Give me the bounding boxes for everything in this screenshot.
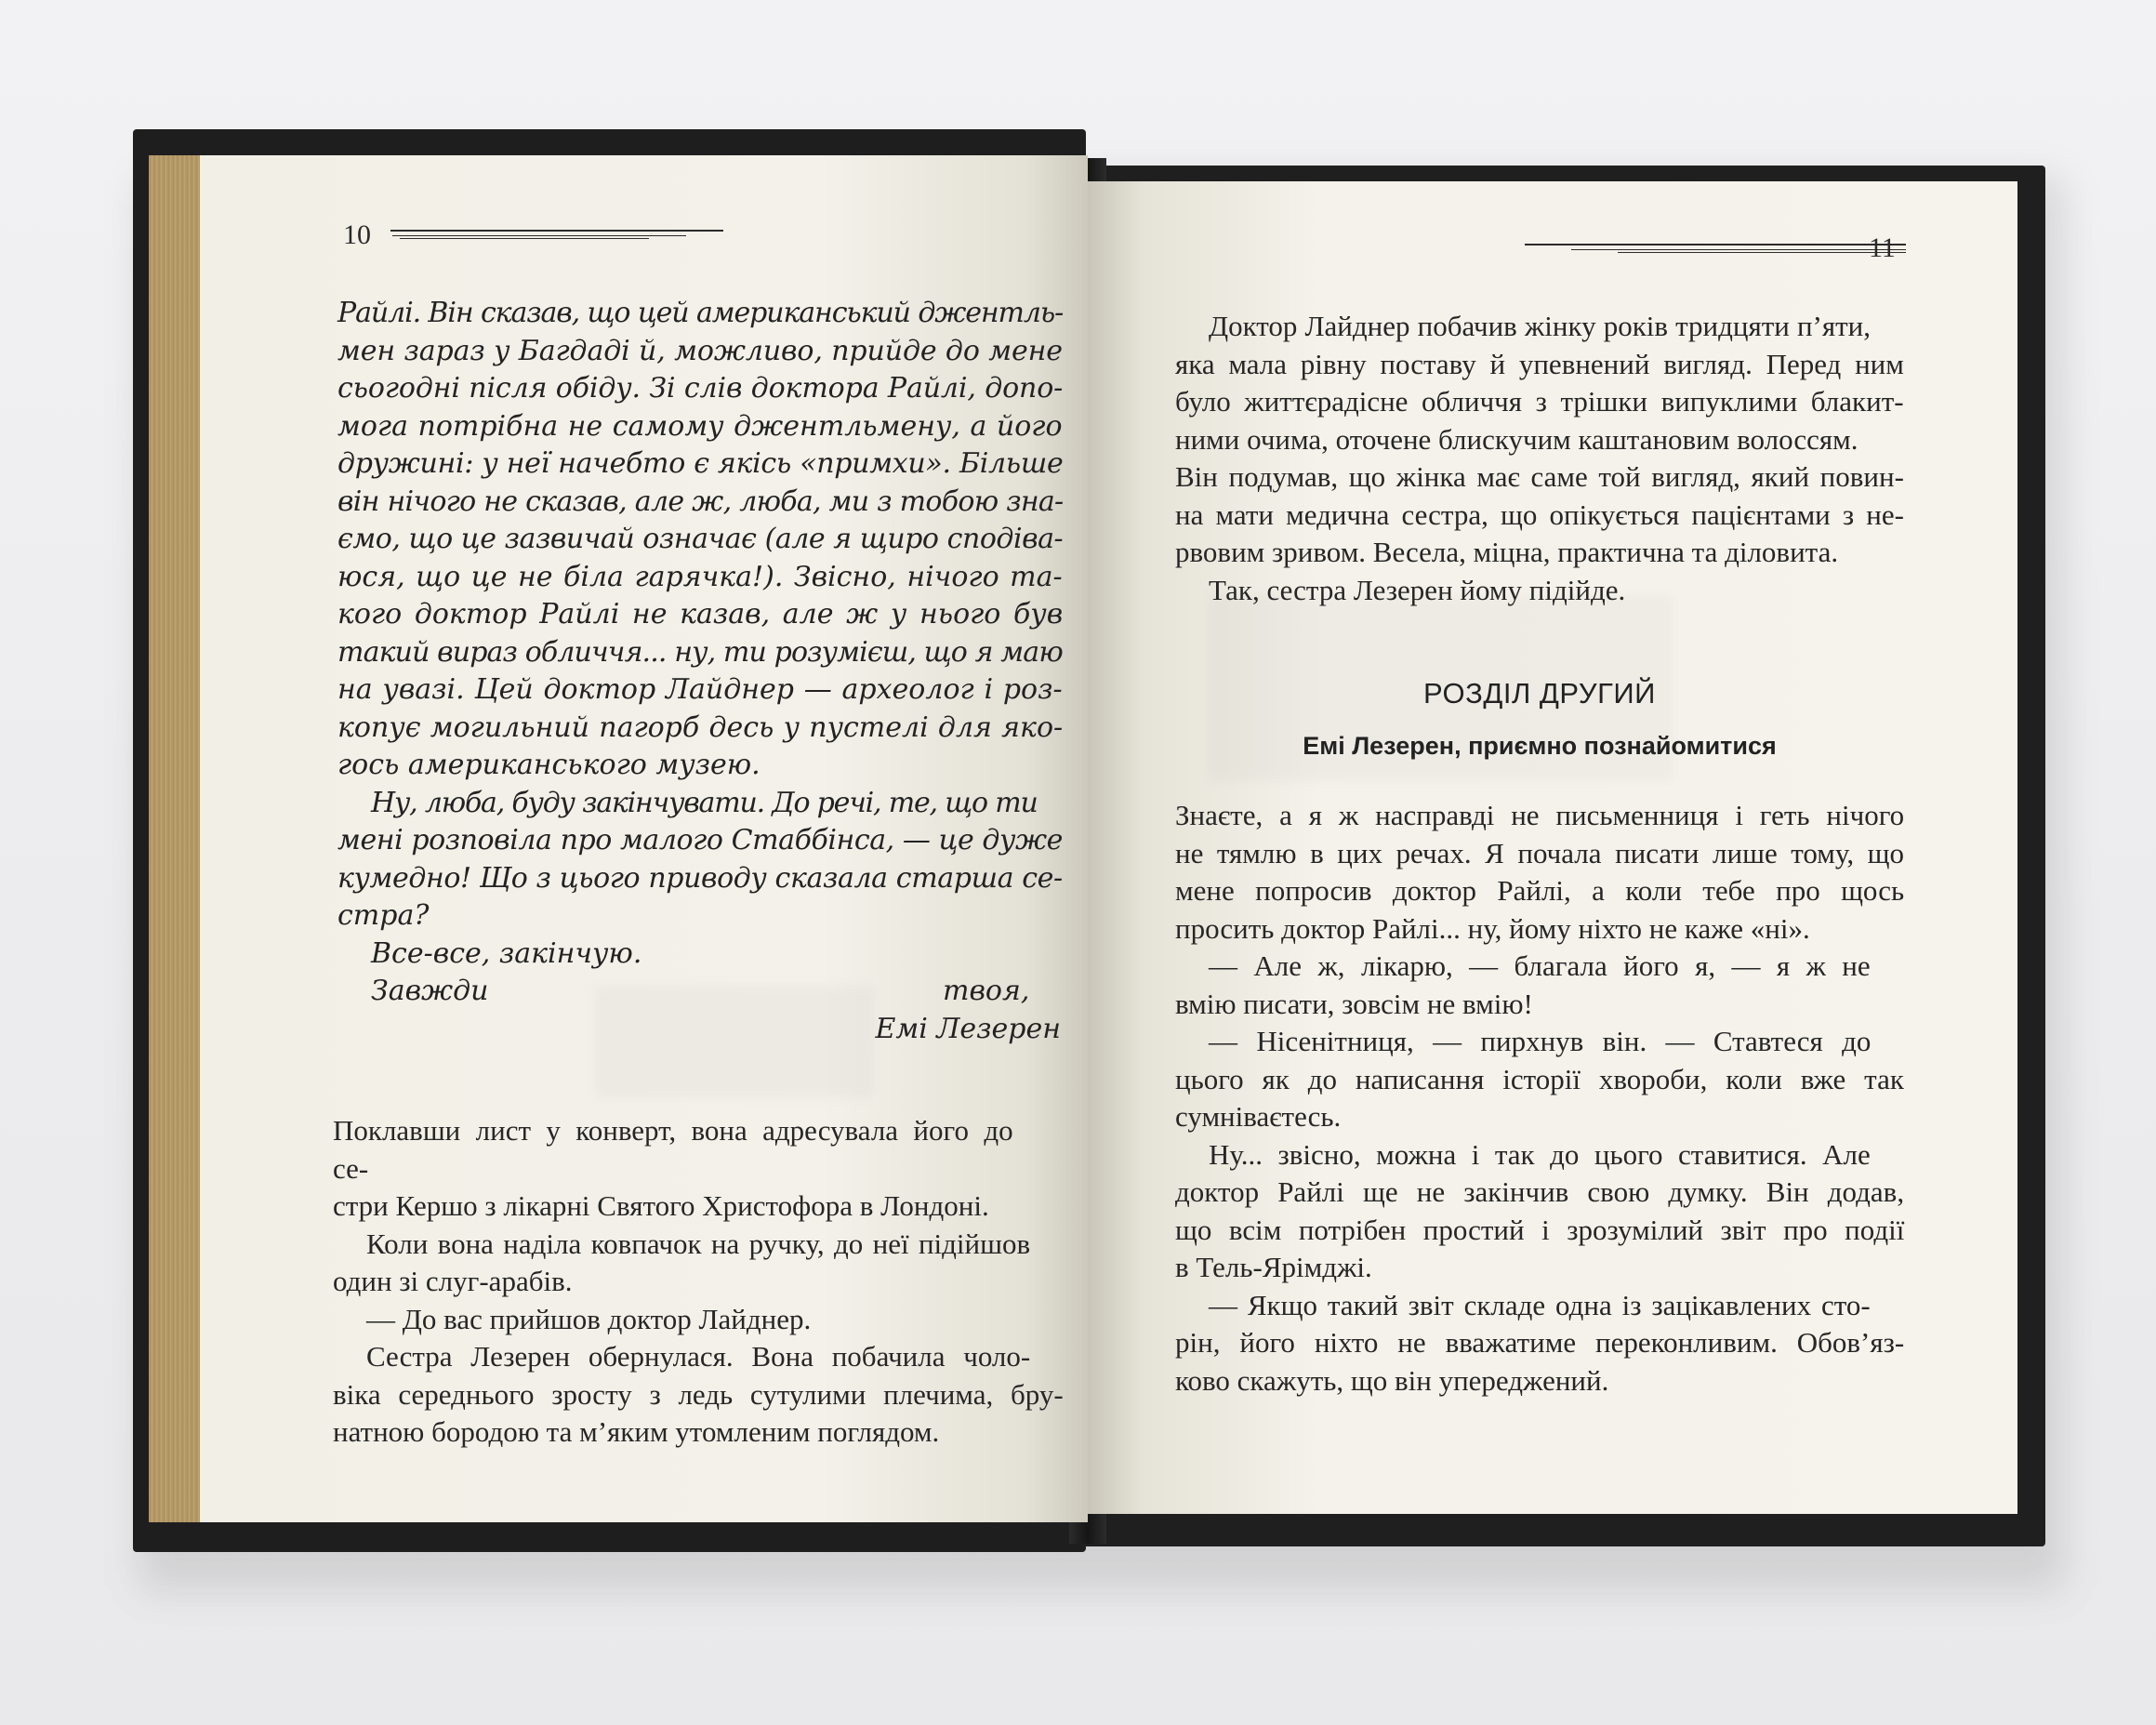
body-line: вмію писати, зовсім не вмію! — [1175, 987, 1533, 1020]
body-line: просить доктор Райлі... ну, йому ніхто не каже «ні». — [1175, 911, 1810, 945]
page-edges — [149, 155, 205, 1522]
letter-line: гось американського музею. — [337, 749, 761, 781]
body-line: яка мала рівну поставу й упевнений вигляд. Перед ним — [1175, 347, 1904, 380]
letter-line: стра? — [337, 899, 430, 932]
body-line: в Тель-Ярімджі. — [1175, 1251, 1372, 1283]
letter-line: юся, що це не біла гарячка!). Звісно, нічого та- — [337, 560, 1063, 593]
body-line: — До вас прийшов доктор Лайднер. — [366, 1302, 812, 1335]
body-line: Знаєте, а я ж насправді не письменниця і геть нічого — [1175, 799, 1905, 831]
letter-line: Ну, люба, буду закінчувати. До речі, те, що ти — [371, 786, 1038, 819]
body-line: цього як до написання історії хвороби, коли вже так — [1175, 1062, 1904, 1095]
body-line: було життєрадісне обличчя з трішки випуклими блакит- — [1175, 385, 1904, 418]
body-line: один зі слуг-арабів. — [333, 1265, 573, 1297]
body-line: мене попросив доктор Райлі, а коли тебе про щось — [1175, 874, 1905, 907]
body-line: на мати медична сестра, що опікується пацієнтами з не- — [1175, 498, 1904, 531]
page-header-rule-left — [390, 230, 723, 238]
letter-closing: Завжди твоя, — [371, 975, 1030, 1007]
body-line: рін, його ніхто не вважатиме переконливим. Обов’яз- — [1175, 1326, 1905, 1359]
body-line: — Нісенітниця, — пирхнув він. — Ставтеся до — [1209, 1025, 1872, 1057]
body-line: що всім потрібен простий і зрозумілий звіт про події — [1175, 1213, 1905, 1246]
page-header-rule-right — [1525, 244, 1906, 252]
letter-line: кого доктор Райлі не казав, але ж у нього був — [337, 598, 1064, 630]
body-line: стри Кершо з лікарні Святого Христофора в Лондоні. — [333, 1189, 989, 1222]
chapter-title: РОЗДІЛ ДРУГИЙ — [1423, 677, 1656, 710]
body-line: не тямлю в цих речах. Я почала писати лише тому, що — [1175, 836, 1904, 869]
left-body-text — [333, 1112, 1064, 1452]
letter-line: Райлі. Він сказав, що цей американський джентль- — [337, 297, 1064, 329]
letter-signature: Емі Лезерен — [875, 1012, 1061, 1045]
body-line: Коли вона наділа ковпачок на ручку, до неї підійшов — [366, 1227, 1031, 1260]
chapter-subtitle: Емі Лезерен, приємно познайомитися — [1303, 732, 1777, 760]
body-line: ними очима, оточене блискучим каштановим волоссям. — [1175, 422, 1858, 456]
letter-line: копує могильний пагорб десь у пустелі для яко- — [337, 710, 1064, 744]
body-line: Поклавши лист у конверт, вона адресувала його до се- — [333, 1114, 1013, 1185]
body-line: ково скажуть, що він упереджений. — [1175, 1363, 1609, 1397]
body-line: Він подумав, що жінка має саме той вигляд, який повин- — [1175, 460, 1904, 493]
page-number-right: 11 — [1869, 232, 1896, 263]
letter-closing: Все-все, закінчую. — [371, 936, 642, 970]
body-line: Сестра Лезерен обернулася. Вона побачила чоло- — [366, 1340, 1031, 1373]
letter-line: дружині: у неї начебто є якісь «примхи». Більше — [337, 447, 1064, 480]
page-number-left: 10 — [343, 219, 371, 250]
right-intro-text — [1175, 308, 1904, 609]
body-line: Так, сестра Лезерен йому підійде. — [1209, 573, 1626, 606]
right-chapter-text — [1175, 797, 1904, 1400]
letter-line: мен зараз у Багдаді й, можливо, прийде до мене — [337, 334, 1063, 367]
letter-line: сьогодні після обіду. Зі слів доктора Райлі, допо- — [337, 372, 1064, 405]
letter-text — [337, 295, 1063, 1048]
letter-line: такий вираз обличчя... ну, ти розумієш, що я маю — [337, 635, 1063, 669]
body-line: натною бородою та м’яким утомленим поглядом. — [333, 1415, 940, 1448]
letter-line: мога потрібна не самому джентльмену, а його — [337, 409, 1063, 443]
body-line: Ну... звісно, можна і так до цього ставитися. Але — [1209, 1137, 1871, 1171]
letter-line: на увазі. Цей доктор Лайднер — археолог і роз- — [337, 673, 1063, 706]
body-line: доктор Райлі ще не закінчив свою думку. Він додав, — [1175, 1175, 1905, 1208]
body-line: рвовим зривом. Весела, міцна, практична та діловита. — [1175, 536, 1839, 568]
body-line: — Якщо такий звіт складе одна із зацікавлених сто- — [1209, 1288, 1871, 1321]
body-line: Доктор Лайднер побачив жінку років тридцяти п’яти, — [1209, 310, 1872, 342]
body-line: віка середнього зросту з ледь сутулими плечима, бру- — [333, 1377, 1064, 1411]
letter-line: ємо, що це зазвичай означає (але я щиро сподіва- — [337, 523, 1064, 555]
body-line: — Але ж, лікарю, — благала його я, — я ж не — [1209, 949, 1871, 982]
letter-line: він нічого не сказав, але ж, люба, ми з тобою зна- — [337, 484, 1064, 518]
letter-line: кумедно! Що з цього приводу сказала старша се- — [337, 861, 1063, 895]
body-line: сумніваєтесь. — [1175, 1100, 1342, 1133]
letter-line: мені розповіла про малого Стаббінса, — це дуже — [337, 824, 1063, 856]
